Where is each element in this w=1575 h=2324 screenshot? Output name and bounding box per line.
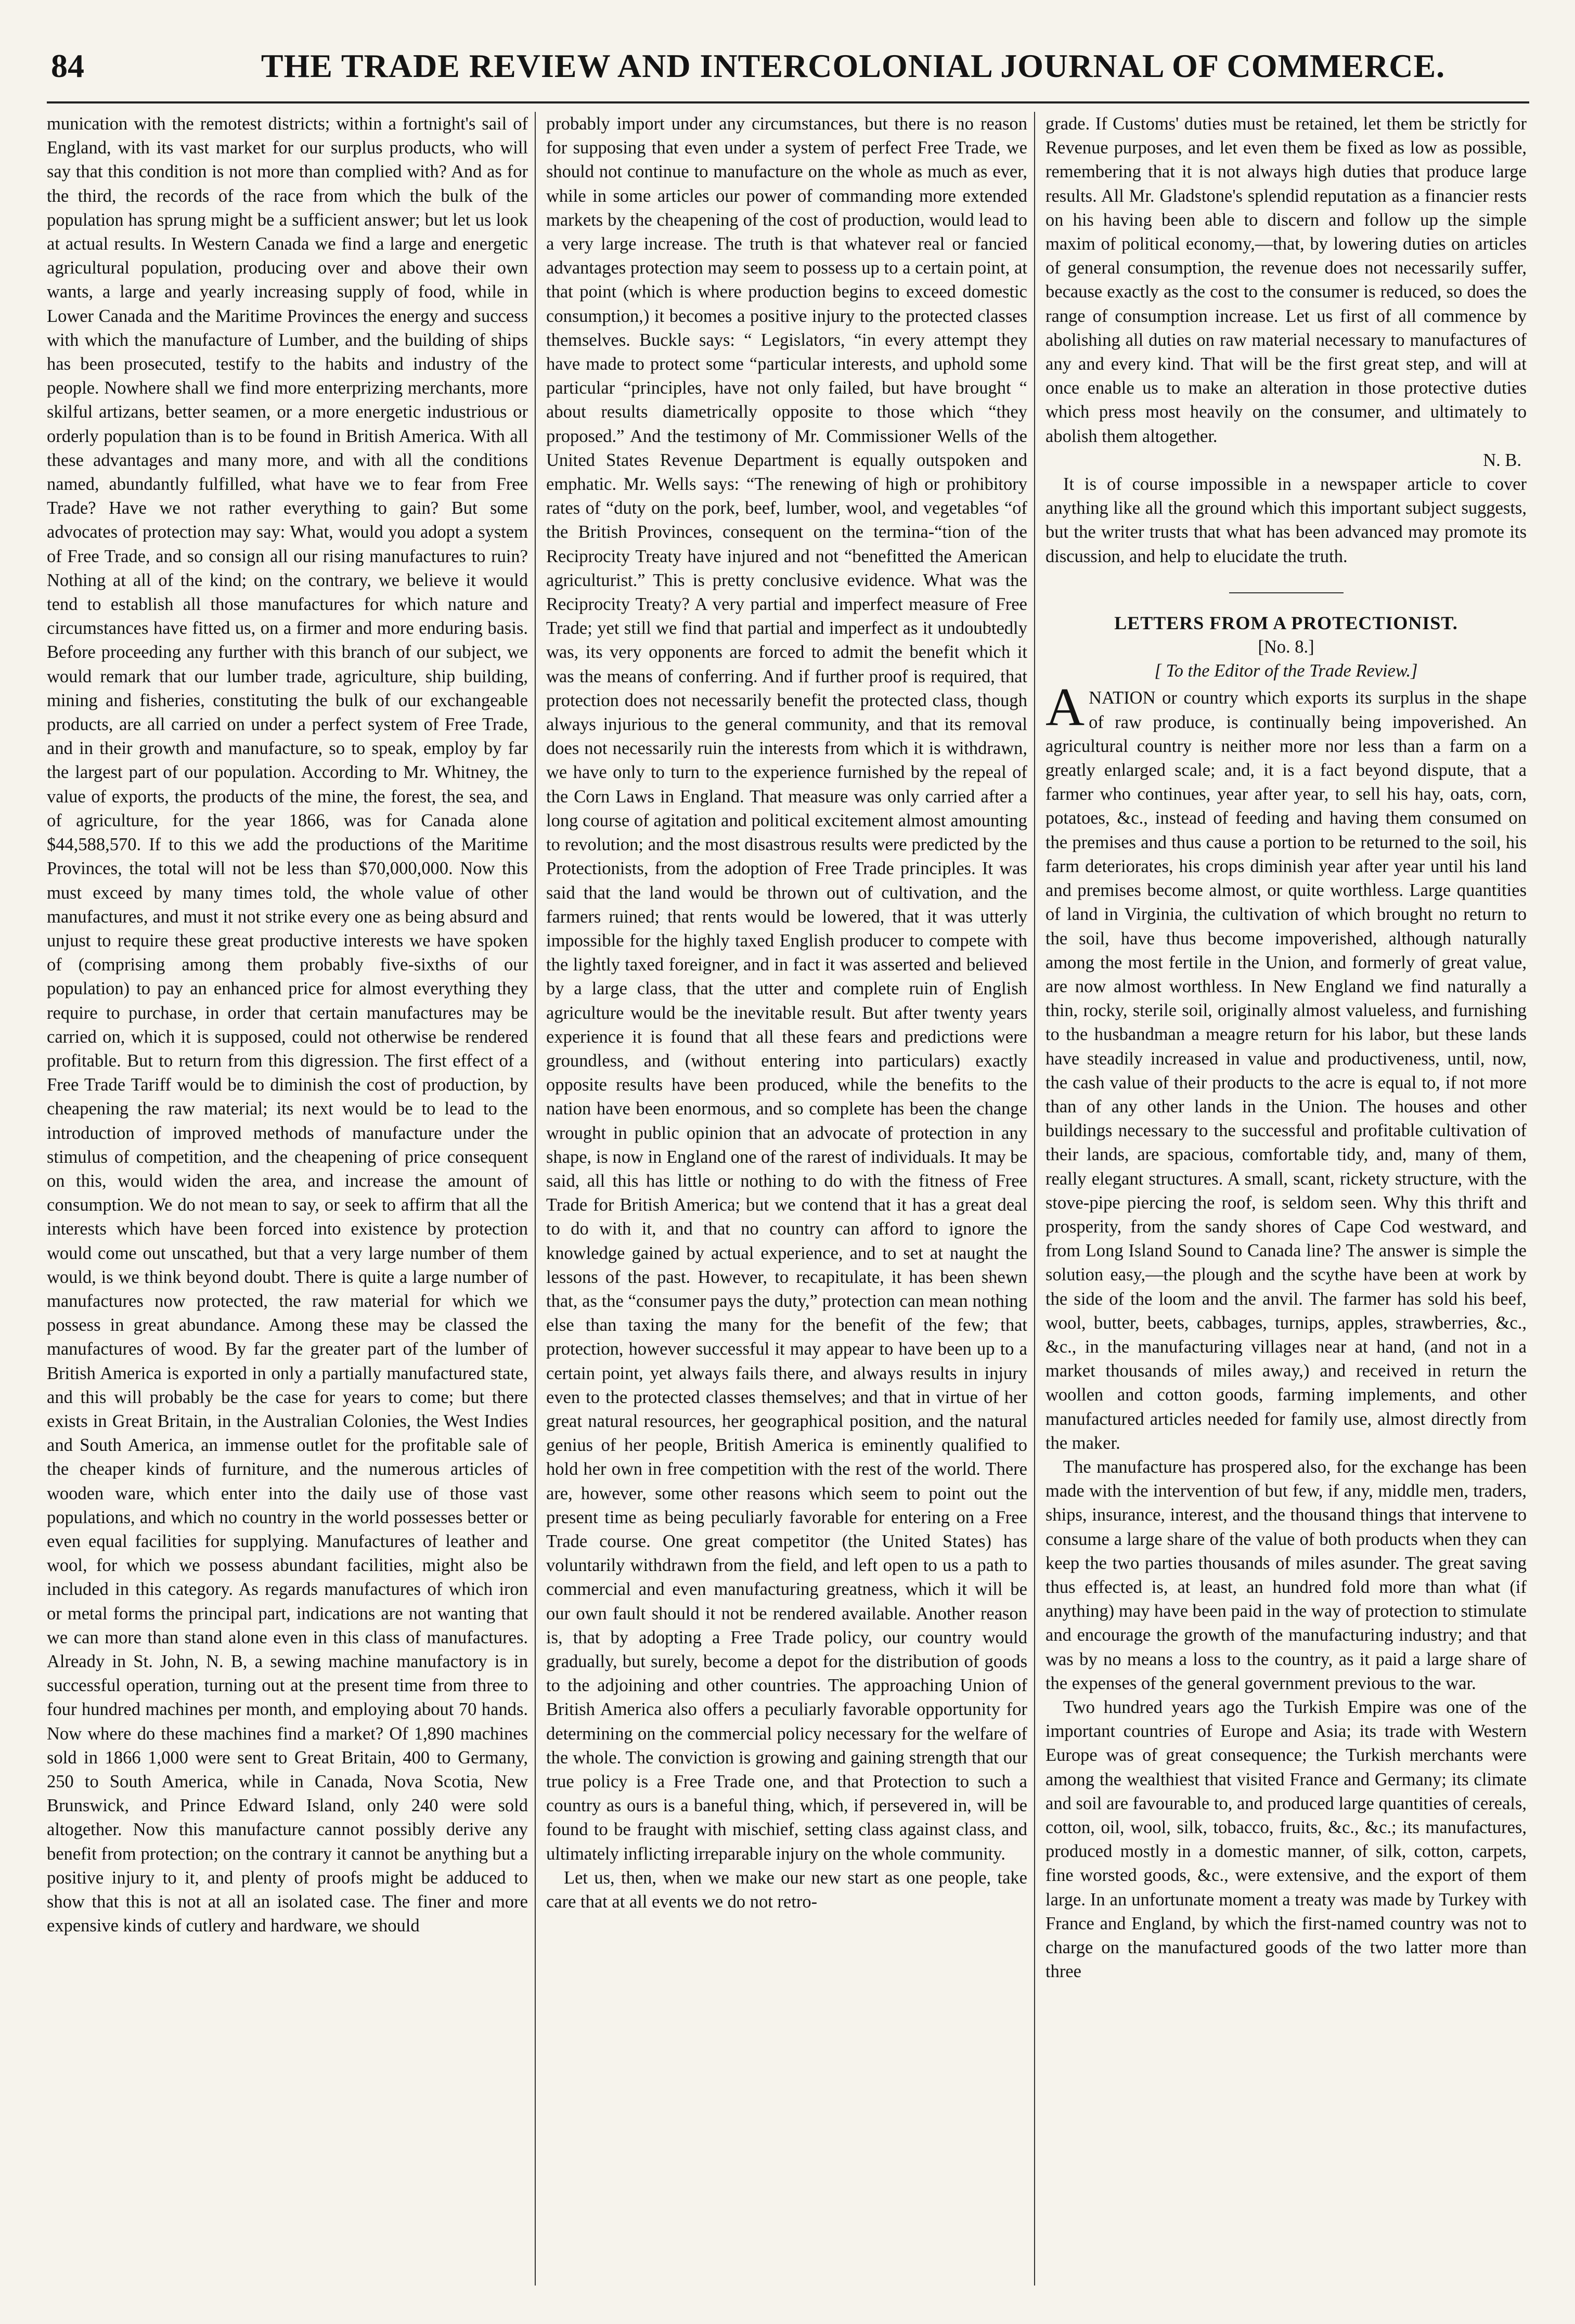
article-paragraph: Let us, then, when we make our new start as one people, take care that at all events we do not retro- xyxy=(546,1867,1027,1912)
column-divider xyxy=(535,112,536,2286)
article-signature: N. B. xyxy=(1483,450,1521,470)
column-3 xyxy=(1045,112,1527,2286)
article-paragraph: munication with the remotest districts; within a fortnight's sail of England, with its vast market for our surplus products, who will say that this condition is not more than complied with? And as for the third, the records of the race from which the bulk of the population has sprung might be a sufficient answer; but let us look at actual results. In Western Canada we find a large and energetic agricultural population, producing over and above their own wants, a large and yearly increasing supply of food, while in Lower Canada and the Maritime Provinces the energy and success with which the manufacture of Lumber, and the building of ships has been prosecuted, testify to the habits and industry of the people. Nowhere shall we find more enterprizing merchants, more skilful artizans, better seamen, or a more energetic industrious or orderly population than is to be found in British America. With all these advantages and many more, and with all the conditions named, abundantly fulfilled, what have we to fear from Free Trade? Have we not rather everything to gain? But some advocates of protection may say: What, would you adopt a system of Free Trade, and so consign all our rising manufactures to ruin? Nothing at all of the kind; on the contrary, we believe it would tend to establish all those manufactures for which nature and circumstances have fitted us, on a firmer and more enduring basis. Before proceeding any further with this branch of our subject, we would remark that our lumber trade, agriculture, ship building, mining and fisheries, constituting the bulk of our exchangeable products, are all carried on under a perfect system of Free Trade, and in their growth and manufacture, so to speak, employ by far the largest part of our population. According to Mr. Whitney, the value of exports, the products of the mine, the forest, the sea, and of agriculture, for the year 1866, was for Canada alone $44,588,570. If to this we add the productions of the Maritime Provinces, the total will not be less than $70,000,000. Now this must exceed by many times told, the whole value of other manufactures, and must it not strike every one as being absurd and unjust to require these great productive interests we have spoken of (comprising among them probably five-sixths of our population) to pay an enhanced price for almost everything they require to purchase, in order that certain manufactures may be carried on, which it is supposed, could not otherwise be rendered profitable. But to return from this digression. The first effect of a Free Trade Tariff would be to diminish the cost of production, by cheapening the raw material; its next would be to lead to the introduction of improved methods of manufacture under the stimulus of competition, and the cheapening of price consequent on this, would widen the area, and increase the amount of consumption. We do not mean to say, or seek to affirm that all the interests which have been forced into existence by protection would come out unscathed, but that a very large number of them would, is we think beyond doubt. There is quite a large number of manufactures now protected, the raw material for which we possess in great abundance. Among these may be classed the manufactures of wood. By far the greater part of the lumber of British America is exported in only a partially manufactured state, and this will probably be the case for years to come; but there exists in Great Britain, in the Australian Colonies, the West Indies and South America, an immense outlet for the profitable sale of the cheaper kinds of furniture, and the numerous articles of wooden ware, which enter into the daily use of those vast populations, and which no country in the world possesses better or even equal facilities for supplying. Manufactures of leather and wool, for which we possess abundant facilities, might also be included in this category. As regards manufactures of which iron or metal forms the principal part, indications are not wanting that we can more than stand alone even in this class of manufactures. Already in St. John, N. B, a sewing machine manufactory is in successful operation, turning out at the present time from three to four hundred machines per month, and employing about 70 hands. Now where do these machines find a market? Of 1,890 machines sold in 1866 1,000 were sent to Great Britain, 400 to Germany, 250 to South America, while in Canada, Nova Scotia, New Brunswick, and Prince Edward Island, only 240 were sold altogether. Now this manufacture cannot possibly derive any benefit from protection; on the contrary it cannot be anything but a positive injury to it, and plenty of proofs might be adduced to show that this is not at all an isolated case. The finer and more expensive kinds of cutlery and hardware, we should xyxy=(47,114,528,1936)
letter-addressee: [ To the Editor of the Trade Review.] xyxy=(1154,661,1418,681)
article-paragraph: probably import under any circumstances, but there is no reason for supposing that even under a system of perfect Free Trade, we should not continue to manufacture on the whole as much as ever, while in some articles our power of commanding more extended markets by the cheapening of the cost of production, would lead to a very large increase. The truth is that whatever real or fancied advantages protection may seem to possess up to a certain point, at that point (which is where production begins to exceed domestic consumption,) it becomes a positive injury to the protected classes themselves. Buckle says: “ Legislators, “in every attempt they have made to protect some “particular interests, and uphold some particular “principles, have not only failed, but have brought “ about results diametrically opposite to those which “they proposed.” And the testimony of Mr. Commissioner Wells of the United States Revenue Department is equally outspoken and emphatic. Mr. Wells says: “The renewing of high or prohibitory rates of “duty on the pork, beef, lumber, wool, and vegetables “of the British Provinces, consequent on the termina-“tion of the Reciprocity Treaty have injured and not “benefitted the American agriculturist.” This is pretty conclusive evidence. What was the Reciprocity Treaty? A very partial and imperfect measure of Free Trade; yet still we find that partial and imperfect as it undoubtedly was, its very opponents are forced to admit the benefit which it was the means of conferring. And if further proof is required, that protection does not necessarily benefit the protected class, though always injurious to the general community, and that its removal does not necessarily ruin the interests from which it is withdrawn, we have only to turn to the experience furnished by the repeal of the Corn Laws in England. That measure was only carried after a long course of agitation and political excitement almost amounting to revolution; and the most disastrous results were predicted by the Protectionists, from the adoption of Free Trade principles. It was said that the land would be thrown out of cultivation, and the farmers ruined; that rents would be lowered, that it was utterly impossible for the highly taxed English producer to compete with the lightly taxed foreigner, and in fact it was asserted and believed by a large class, that the utter and complete ruin of English agriculture would be the inevitable result. But after twenty years experience it is found that all these fears and predictions were groundless, and (without entering into particulars) exactly opposite results have been produced, while the benefits to the nation have been enormous, and so complete has been the change wrought in public opinion that an advocate of protection in any shape, is now in England one of the rarest of individuals. It may be said, all this has little or nothing to do with the fitness of Free Trade for British America; but we contend that it has a great deal to do with it, and that no country can afford to ignore the knowledge gained by actual experience, and to set at naught the lessons of the past. However, to recapitulate, it has been shewn that, as the “consumer pays the duty,” protection can mean nothing else than taxing the many for the benefit of the few; that protection, however successful it may appear to have been up to a certain point, yet always fails there, and always results in injury even to the protected classes themselves; and that in virtue of her great natural resources, her geographical position, and the natural genius of her people, British America is eminently qualified to hold her own in free competition with the rest of the world. There are, however, some other reasons which seem to point out the present time as being peculiarly favorable for entering on a Free Trade course. One great competitor (the United States) has voluntarily withdrawn from the field, and left open to us a path to commercial and even manufacturing greatness, which it will be our own fault should it not be rendered available. Another reason is, that by adopting a Free Trade policy, our country would gradually, but surely, become a depot for the distribution of goods to the adjoining and other countries. The approaching Union of British America also offers a peculiarly favorable opportunity for determining on the commercial policy necessary for the welfare of the whole. The conviction is growing and gaining strength that our true policy is a Free Trade one, and that Protection to such a country as ours is a baneful thing, which, if persevered in, will be found to be fraught with mischief, setting class against class, and ultimately inflicting irreparable injury on the whole community. xyxy=(546,114,1027,1864)
article-paragraph: grade. If Customs' duties must be retained, let them be strictly for Revenue purposes, and let even them be fixed as low as possible, remembering that it is not always high duties that produce large results. All Mr. Gladstone's splendid reputation as a financier rests on his having been able to discern and follow up the simple maxim of political economy,—that, by lowering duties on articles of general consumption, the revenue does not necessarily suffer, because exactly as the cost to the consumer is reduced, so does the range of consumption increase. Let us first of all commence by abolishing all duties on raw material necessary to manufactures of any and every kind. That will be the first great step, and will at once enable us to make an alteration in those protective duties which press most heavily on the consumer, and ultimately to abolish them altogether. xyxy=(1045,114,1527,446)
letter-paragraph: ANATION or country which exports its surplus in the shape of raw produce, is continually being impoverished. An agricultural country is neither more nor less than a farm on a greatly enlarged scale; and, it is a fact beyond dispute, that a farmer who continues, year after year, to sell his hay, oats, corn, potatoes, &c., instead of feeding and having them consumed on the premises and thus cause a portion to be returned to the soil, his farm deteriorates, his crops diminish year after year until his land and premises become almost, or quite worthless. Large quantities of land in Virginia, the cultivation of which brought no return to the soil, have thus become impoverished, although naturally among the most fertile in the Union, and formerly of great value, are now almost worthless. In New England we find naturally a thin, rocky, sterile soil, originally almost valueless, and furnishing to the husbandman a meagre return for his labor, but these lands have steadily increased in value and productiveness, until, now, the cash value of their products to the acre is equal to, if not more than of any other lands in the Union. The houses and other buildings necessary to the successful and profitable cultivation of their lands, are spacious, comfortable tidy, and, many of them, really elegant structures. A small, scant, rickety structure, with the stove-pipe piercing the roof, is seldom seen. Why this thrift and prosperity, from the sandy shores of Cape Cod westward, and from Long Island Sound to Canada line? The answer is simple the solution easy,—the plough and the scythe have been at work by the side of the loom and the anvil. The farmer has sold his beef, wool, butter, beets, cabbages, turnips, apples, strawberries, &c., &c., in the manufacturing villages near at hand, (and not in a market thousands of miles away,) and received in return the woollen and cotton goods, farming implements, and other manufactured articles needed for family use, almost directly from the maker. xyxy=(1045,677,1527,1453)
editor-note: It is of course impossible in a newspaper article to cover anything like all the ground which this important subject suggests, but the writer trusts that what has been advanced may promote its discussion, and help to elucidate the truth. xyxy=(1045,474,1527,566)
section-divider xyxy=(1229,592,1344,593)
letter-paragraph: The manufacture has prospered also, for the exchange has been made with the intervention of but few, if any, middle men, traders, ships, insurance, interest, and the thousand things that intervene to consume a large share of the value of both products when they can keep the two parties thousands of miles asunder. The great saving thus effected is, at least, an hundred fold more than what (if anything) may have been paid in the way of protection to stimulate and encourage the growth of the manufacturing industry; and that was by no means a loss to the country, as it paid a large share of the expenses of the general government previous to the war. xyxy=(1045,1457,1527,1693)
header-rule xyxy=(47,101,1529,103)
section-number: [No. 8.] xyxy=(1258,637,1314,657)
letter-paragraph: Two hundred years ago the Turkish Empire was one of the important countries of Europe and Asia; its trade with Western Europe was of great consequence; the Turkish merchants were among the wealthiest that visited France and Germany; its climate and soil are favourable to, and produced large quantities of cereals, cotton, oil, wool, silk, tobacco, fruits, &c., &c.; its manufactures, produced mostly in a domestic manner, of silk, cotton, carpets, fine worsted goods, &c., were extensive, and the export of them large. In an unfortunate moment a treaty was made by Turkey with France and England, by which the first-named country was not to charge on the manufactured goods of the two latter more than three xyxy=(1045,1697,1527,1982)
column-divider xyxy=(1034,112,1035,2286)
section-heading: LETTERS FROM A PROTECTIONIST. xyxy=(1114,612,1458,633)
journal-title: THE TRADE REVIEW AND INTERCOLONIAL JOURNAL OF COMMERCE. xyxy=(261,47,1445,84)
column-2 xyxy=(546,112,1027,2286)
page-header xyxy=(31,42,1540,99)
column-1 xyxy=(47,112,528,2286)
page-number: 84 xyxy=(51,47,84,84)
